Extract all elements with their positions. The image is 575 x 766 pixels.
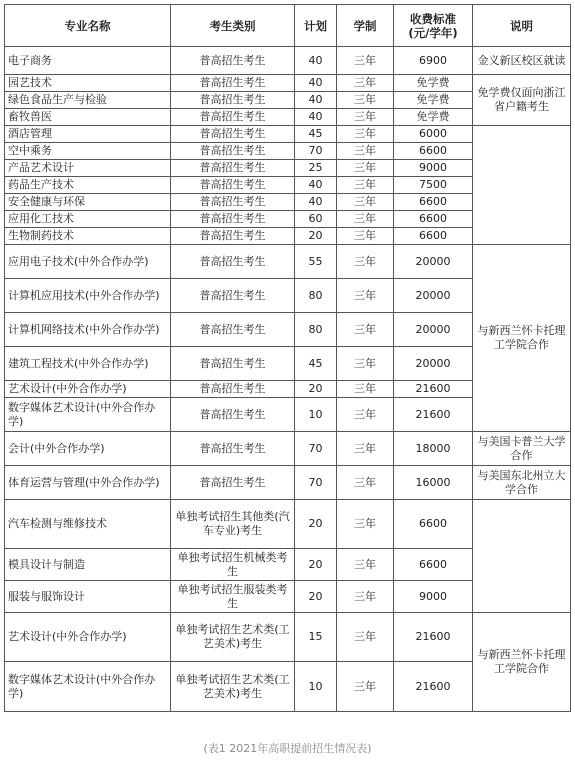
cell-plan: 40 <box>295 75 337 92</box>
table-row <box>5 432 571 466</box>
cell-plan: 40 <box>295 177 337 194</box>
cell-fee: 6600 <box>394 211 473 228</box>
cell-fee: 6600 <box>394 549 473 581</box>
cell-category: 普高招生考生 <box>171 432 295 466</box>
cell-major: 空中乘务 <box>5 143 171 160</box>
cell-major: 绿色食品生产与检验 <box>5 92 171 109</box>
cell-duration: 三年 <box>337 160 394 177</box>
cell-major: 园艺技术 <box>5 75 171 92</box>
cell-category: 普高招生考生 <box>171 381 295 398</box>
cell-duration: 三年 <box>337 109 394 126</box>
cell-major: 应用化工技术 <box>5 211 171 228</box>
header-major: 专业名称 <box>5 5 171 47</box>
cell-major: 艺术设计(中外合作办学) <box>5 381 171 398</box>
table-caption: (表1 2021年高职提前招生情况表) <box>203 742 372 755</box>
cell-plan: 80 <box>295 279 337 313</box>
cell-fee: 6600 <box>394 194 473 211</box>
cell-major: 体育运营与管理(中外合作办学) <box>5 466 171 500</box>
cell-plan: 40 <box>295 47 337 75</box>
cell-plan: 10 <box>295 398 337 432</box>
cell-duration: 三年 <box>337 662 394 712</box>
cell-plan: 70 <box>295 432 337 466</box>
cell-duration: 三年 <box>337 143 394 160</box>
cell-category: 单独考试招生机械类考生 <box>171 549 295 581</box>
cell-major: 药品生产技术 <box>5 177 171 194</box>
cell-category: 普高招生考生 <box>171 347 295 381</box>
cell-major: 模具设计与制造 <box>5 549 171 581</box>
cell-duration: 三年 <box>337 245 394 279</box>
cell-note: 与美国卡普兰大学合作 <box>473 432 571 466</box>
cell-category: 普高招生考生 <box>171 177 295 194</box>
cell-note: 金义新区校区就读 <box>473 47 571 75</box>
cell-duration: 三年 <box>337 228 394 245</box>
cell-category: 普高招生考生 <box>171 109 295 126</box>
cell-plan: 15 <box>295 613 337 662</box>
header-fee: 收费标准 (元/学年) <box>394 5 473 47</box>
cell-major: 数字媒体艺术设计(中外合作办学) <box>5 398 171 432</box>
cell-plan: 20 <box>295 228 337 245</box>
cell-fee: 21600 <box>394 398 473 432</box>
cell-duration: 三年 <box>337 279 394 313</box>
cell-duration: 三年 <box>337 313 394 347</box>
header-note: 说明 <box>473 5 571 47</box>
cell-duration: 三年 <box>337 347 394 381</box>
cell-plan: 40 <box>295 109 337 126</box>
cell-category: 普高招生考生 <box>171 160 295 177</box>
cell-category: 普高招生考生 <box>171 279 295 313</box>
admission-table <box>4 4 571 712</box>
cell-fee: 免学费 <box>394 92 473 109</box>
header-plan: 计划 <box>295 5 337 47</box>
cell-fee: 18000 <box>394 432 473 466</box>
cell-duration: 三年 <box>337 92 394 109</box>
cell-major: 应用电子技术(中外合作办学) <box>5 245 171 279</box>
cell-plan: 40 <box>295 92 337 109</box>
cell-fee: 20000 <box>394 279 473 313</box>
cell-major: 会计(中外合作办学) <box>5 432 171 466</box>
cell-major: 畜牧兽医 <box>5 109 171 126</box>
cell-major: 服装与服饰设计 <box>5 581 171 613</box>
cell-plan: 55 <box>295 245 337 279</box>
cell-major: 汽车检测与维修技术 <box>5 500 171 549</box>
cell-category: 普高招生考生 <box>171 313 295 347</box>
cell-plan: 10 <box>295 662 337 712</box>
cell-duration: 三年 <box>337 613 394 662</box>
cell-major: 生物制药技术 <box>5 228 171 245</box>
cell-major: 酒店管理 <box>5 126 171 143</box>
header-duration: 学制 <box>337 5 394 47</box>
cell-plan: 45 <box>295 126 337 143</box>
cell-duration: 三年 <box>337 47 394 75</box>
cell-fee: 16000 <box>394 466 473 500</box>
cell-category: 普高招生考生 <box>171 47 295 75</box>
cell-duration: 三年 <box>337 194 394 211</box>
table-row <box>5 466 571 500</box>
cell-duration: 三年 <box>337 581 394 613</box>
cell-major: 数字媒体艺术设计(中外合作办学) <box>5 662 171 712</box>
cell-fee: 6900 <box>394 47 473 75</box>
cell-plan: 20 <box>295 381 337 398</box>
cell-note: 免学费仅面向浙江省户籍考生 <box>473 75 571 126</box>
cell-fee: 9000 <box>394 160 473 177</box>
cell-plan: 20 <box>295 549 337 581</box>
cell-note <box>473 500 571 613</box>
cell-fee: 20000 <box>394 245 473 279</box>
cell-category: 单独考试招生其他类(汽车专业)考生 <box>171 500 295 549</box>
cell-duration: 三年 <box>337 211 394 228</box>
table-row <box>5 613 571 662</box>
cell-plan: 40 <box>295 194 337 211</box>
cell-plan: 80 <box>295 313 337 347</box>
cell-duration: 三年 <box>337 398 394 432</box>
cell-category: 普高招生考生 <box>171 398 295 432</box>
table-row <box>5 75 571 92</box>
cell-category: 普高招生考生 <box>171 75 295 92</box>
cell-category: 普高招生考生 <box>171 466 295 500</box>
table-row <box>5 126 571 143</box>
cell-major: 建筑工程技术(中外合作办学) <box>5 347 171 381</box>
cell-plan: 70 <box>295 466 337 500</box>
cell-fee: 21600 <box>394 613 473 662</box>
cell-category: 单独考试招生服装类考生 <box>171 581 295 613</box>
cell-major: 艺术设计(中外合作办学) <box>5 613 171 662</box>
cell-fee: 20000 <box>394 313 473 347</box>
cell-category: 普高招生考生 <box>171 228 295 245</box>
cell-fee: 20000 <box>394 347 473 381</box>
cell-major: 安全健康与环保 <box>5 194 171 211</box>
cell-duration: 三年 <box>337 549 394 581</box>
cell-major: 计算机应用技术(中外合作办学) <box>5 279 171 313</box>
cell-major: 产品艺术设计 <box>5 160 171 177</box>
cell-plan: 20 <box>295 581 337 613</box>
cell-duration: 三年 <box>337 126 394 143</box>
cell-note <box>473 126 571 245</box>
header-category: 考生类别 <box>171 5 295 47</box>
cell-duration: 三年 <box>337 432 394 466</box>
cell-fee: 6600 <box>394 228 473 245</box>
cell-duration: 三年 <box>337 500 394 549</box>
table-row <box>5 245 571 279</box>
cell-category: 普高招生考生 <box>171 194 295 211</box>
cell-category: 普高招生考生 <box>171 126 295 143</box>
cell-fee: 免学费 <box>394 109 473 126</box>
cell-duration: 三年 <box>337 466 394 500</box>
table-row <box>5 500 571 549</box>
cell-plan: 20 <box>295 500 337 549</box>
header-row <box>5 5 571 47</box>
cell-category: 普高招生考生 <box>171 245 295 279</box>
cell-plan: 25 <box>295 160 337 177</box>
cell-fee: 免学费 <box>394 75 473 92</box>
cell-fee: 9000 <box>394 581 473 613</box>
table-row <box>5 47 571 75</box>
cell-fee: 6600 <box>394 500 473 549</box>
cell-fee: 21600 <box>394 381 473 398</box>
cell-duration: 三年 <box>337 75 394 92</box>
cell-fee: 21600 <box>394 662 473 712</box>
cell-category: 单独考试招生艺术类(工艺美术)考生 <box>171 613 295 662</box>
cell-major: 计算机网络技术(中外合作办学) <box>5 313 171 347</box>
cell-fee: 6600 <box>394 143 473 160</box>
cell-plan: 60 <box>295 211 337 228</box>
cell-duration: 三年 <box>337 177 394 194</box>
cell-note: 与新西兰怀卡托理工学院合作 <box>473 245 571 432</box>
cell-plan: 70 <box>295 143 337 160</box>
cell-category: 单独考试招生艺术类(工艺美术)考生 <box>171 662 295 712</box>
cell-duration: 三年 <box>337 381 394 398</box>
cell-note: 与美国东北州立大学合作 <box>473 466 571 500</box>
cell-plan: 45 <box>295 347 337 381</box>
cell-category: 普高招生考生 <box>171 211 295 228</box>
cell-fee: 7500 <box>394 177 473 194</box>
cell-category: 普高招生考生 <box>171 92 295 109</box>
cell-note: 与新西兰怀卡托理工学院合作 <box>473 613 571 712</box>
cell-fee: 6000 <box>394 126 473 143</box>
cell-major: 电子商务 <box>5 47 171 75</box>
cell-category: 普高招生考生 <box>171 143 295 160</box>
